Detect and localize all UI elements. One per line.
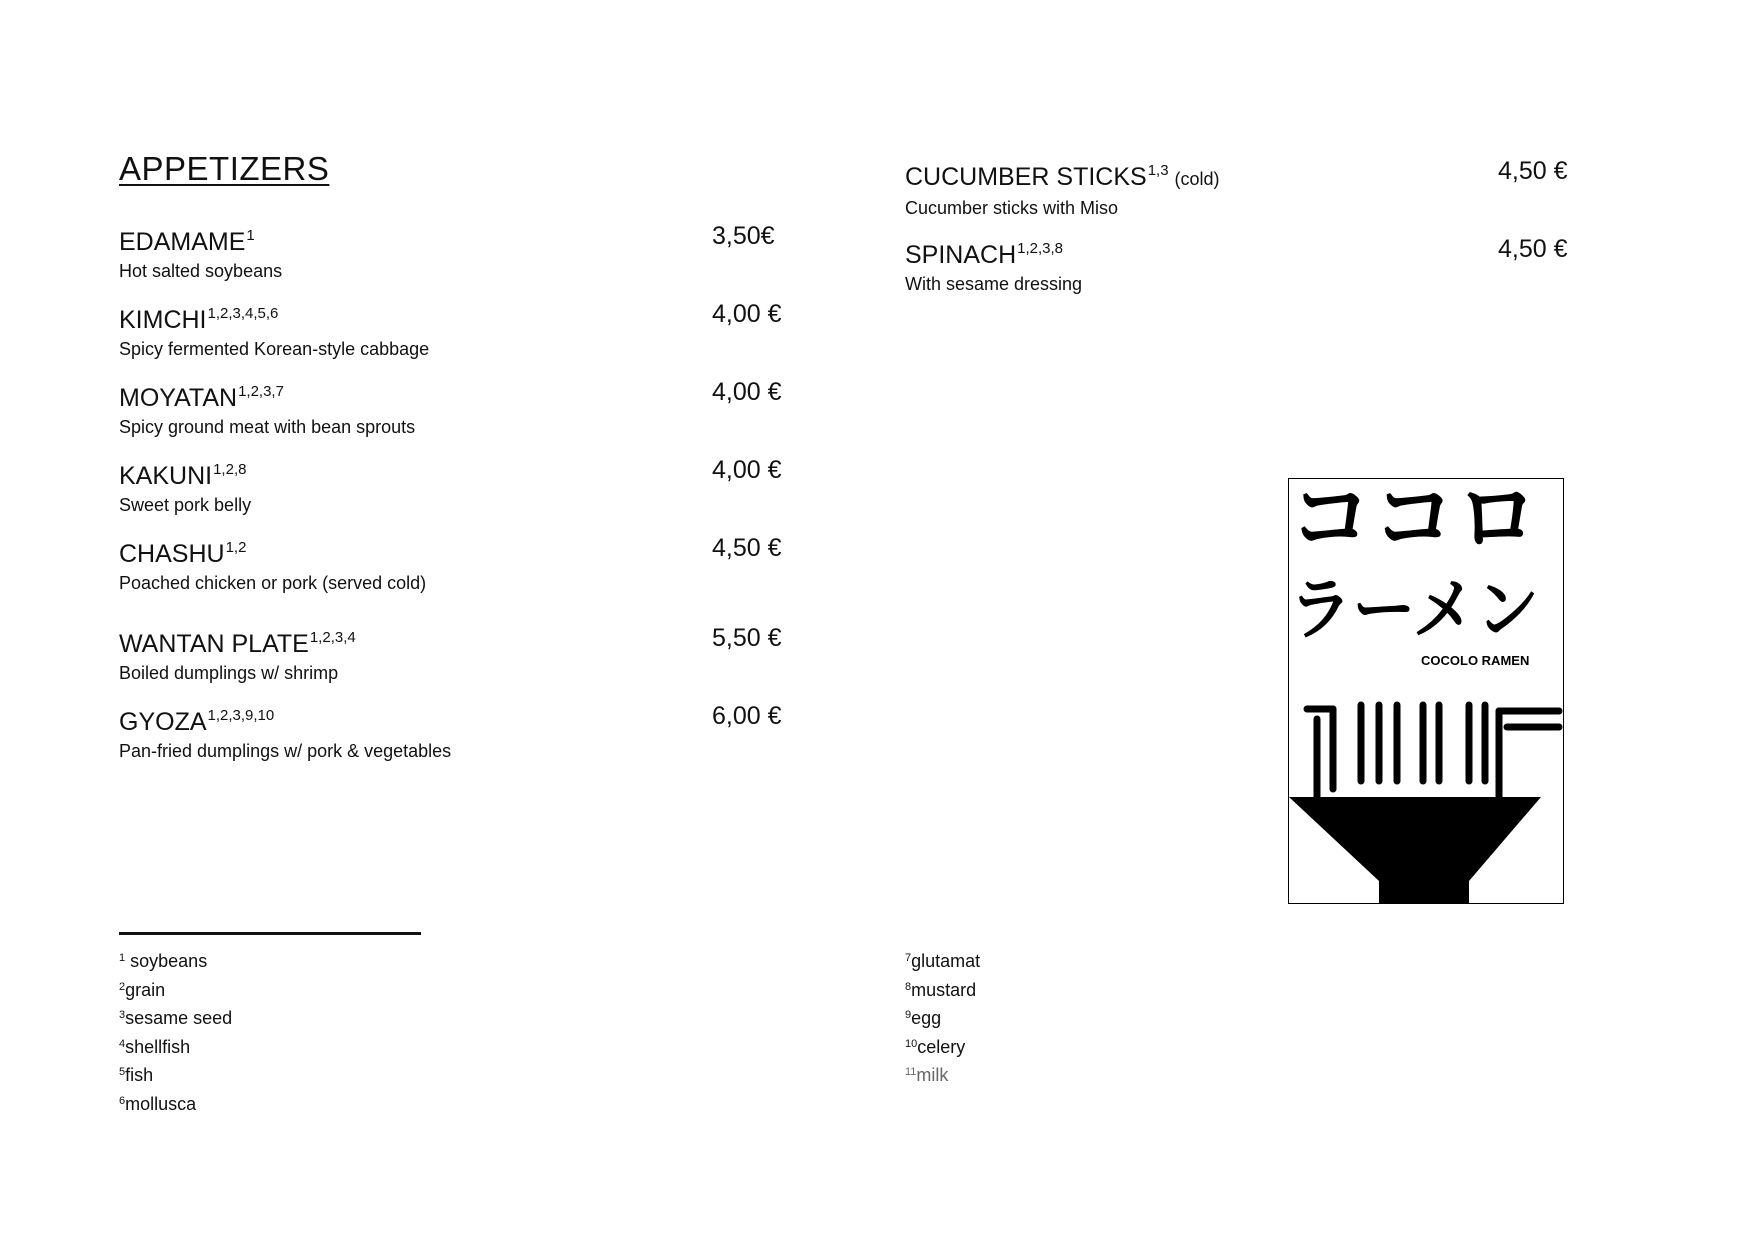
item-name: WANTAN PLATE [119, 630, 309, 658]
legend-label: soybeans [130, 951, 208, 971]
item-description: Sweet pork belly [119, 495, 252, 515]
item-note: (cold) [1174, 169, 1220, 189]
item-name: KIMCHI [119, 306, 207, 334]
legend-label: glutamat [911, 951, 981, 971]
allergen-codes: 1,2,3,4 [309, 629, 356, 646]
legend-row [119, 975, 232, 1004]
allergen-legend-left [119, 946, 232, 1117]
legend-number: 4 [119, 1037, 126, 1050]
bowl-icon [1289, 797, 1541, 904]
legend-label: shellfish [125, 1036, 191, 1057]
logo-text-en: COCOLO RAMEN [1421, 653, 1530, 668]
legend-number: 8 [905, 980, 912, 993]
legend-label: celery [917, 1036, 966, 1057]
item-price: 3,50€ [712, 222, 775, 250]
allergen-codes: 1,2,8 [213, 461, 247, 478]
menu-item-spinach [905, 234, 1082, 296]
item-name: MOYATAN [119, 384, 238, 412]
item-price: 4,50 € [1498, 157, 1568, 185]
item-description: Cucumber sticks with Miso [905, 198, 1119, 218]
menu-item-kimchi [119, 299, 429, 361]
allergen-codes: 1,3 [1147, 162, 1169, 179]
item-price: 5,50 € [712, 624, 782, 652]
allergen-codes: 1 [246, 227, 255, 244]
item-price: 4,50 € [1498, 235, 1568, 263]
legend-row [905, 975, 980, 1004]
legend-row [119, 1060, 232, 1089]
section-title: APPETIZERS [119, 150, 330, 187]
legend-row [905, 1032, 980, 1061]
logo-text-kokoro: ココロ [1289, 479, 1539, 568]
legend-number: 9 [905, 1009, 912, 1021]
legend-row [905, 1003, 980, 1032]
legend-label: grain [125, 979, 166, 1000]
legend-number: 2 [119, 980, 126, 993]
allergen-codes: 1,2,3,9,10 [207, 707, 275, 724]
menu-item-wantan-plate [119, 623, 356, 685]
item-name: EDAMAME [119, 228, 246, 256]
item-price: 6,00 € [712, 702, 782, 730]
legend-number: 6 [119, 1094, 126, 1107]
item-description: Spicy ground meat with bean sprouts [119, 417, 416, 437]
item-description: Poached chicken or pork (served cold) [119, 573, 427, 593]
item-description: Boiled dumplings w/ shrimp [119, 663, 339, 683]
legend-label: mustard [911, 979, 977, 1000]
item-price: 4,00 € [712, 378, 782, 406]
ramen-bowl-logo-graphic [1289, 479, 1564, 904]
item-price: 4,00 € [712, 456, 782, 484]
item-name: SPINACH [905, 241, 1017, 269]
legend-row [119, 1003, 232, 1032]
menu-item-cucumber-sticks [905, 156, 1220, 220]
menu-item-gyoza [119, 701, 451, 763]
legend-number: 11 [905, 1066, 917, 1078]
allergen-codes: 1,2,3,4,5,6 [207, 305, 279, 322]
legend-number: 7 [905, 952, 912, 964]
item-description: Pan-fried dumplings w/ pork & vegetables [119, 741, 452, 761]
legend-number: 10 [905, 1037, 918, 1050]
menu-item-edamame [119, 221, 282, 283]
legend-row [905, 1060, 980, 1089]
item-name: CUCUMBER STICKS [905, 163, 1147, 191]
legend-label: egg [911, 1008, 942, 1028]
legend-label: milk [916, 1065, 949, 1085]
allergen-legend-right [905, 946, 980, 1089]
item-description: Hot salted soybeans [119, 261, 283, 281]
item-name: CHASHU [119, 540, 225, 568]
legend-number: 5 [119, 1066, 126, 1078]
allergen-codes: 1,2,3,8 [1017, 240, 1064, 257]
logo-text-ramen-jp: ラーメン [1289, 571, 1539, 650]
legend-label: sesame seed [125, 1008, 233, 1028]
allergen-codes: 1,2,3,7 [238, 383, 284, 400]
legend-label: fish [125, 1065, 154, 1085]
legend-row [119, 1089, 232, 1118]
cocolo-ramen-logo [1288, 478, 1564, 904]
item-price: 4,50 € [712, 534, 782, 562]
footnote-separator [119, 932, 421, 935]
item-description: Spicy fermented Korean-style cabbage [119, 339, 430, 359]
legend-row [119, 946, 232, 975]
legend-row [905, 946, 980, 975]
legend-label: mollusca [125, 1093, 197, 1114]
menu-item-moyatan [119, 377, 415, 439]
legend-number: 1 [119, 952, 126, 964]
noodles-icon [1307, 705, 1559, 799]
item-name: KAKUNI [119, 462, 213, 490]
item-price: 4,00 € [712, 300, 782, 328]
item-name: GYOZA [119, 708, 207, 736]
item-description: With sesame dressing [905, 274, 1083, 294]
legend-number: 3 [119, 1009, 126, 1021]
menu-item-kakuni [119, 455, 251, 517]
legend-row [119, 1032, 232, 1061]
menu-item-chashu [119, 533, 426, 595]
allergen-codes: 1,2 [225, 539, 247, 556]
